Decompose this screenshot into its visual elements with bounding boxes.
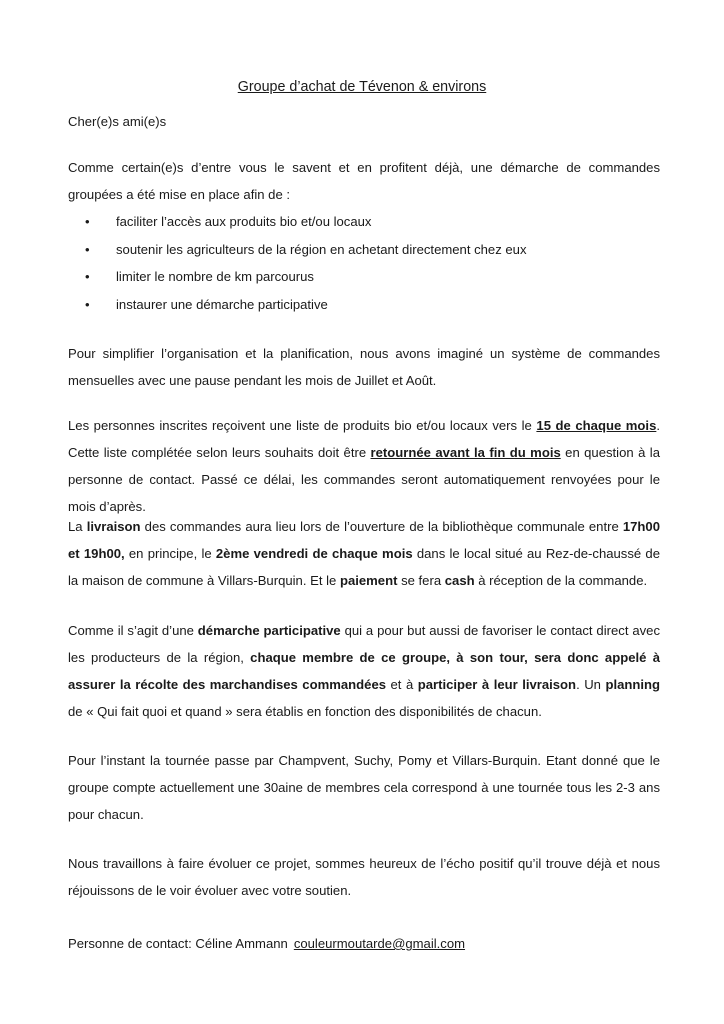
contact-line <box>68 930 660 957</box>
route-paragraph: Pour l’instant la tournée passe par Champvent, Suchy, Pomy et Villars-Burquin. Etant donné que le groupe compte actuellement une 30aine de membres cela correspond à une tournée tous les 2-3 ans pour chacun. <box>68 753 660 822</box>
list-item: • instaurer une démarche participative <box>68 291 648 319</box>
deadline-date: 15 de chaque mois <box>536 418 657 433</box>
ordering-paragraph: Les personnes inscrites reçoivent une liste de produits bio et/ou locaux vers le 15 de chaque mois. Cette liste complétée selon leurs souhaits doit être retournée avant la fin du mois en question à la personne de contact. Passé ce délai, les commandes seront automatiquement renvoyées pour le mois d’après. <box>68 418 660 514</box>
delivery-paragraph: La livraison des commandes aura lieu lors de l’ouverture de la bibliothèque communale entre 17h00 et 19h00, en principe, le 2ème vendredi de chaque mois dans le local situé au Rez-de-chaussé de la maison de commune à Villars-Burquin. Et le paiement se fera cash à réception de la commande. <box>68 519 660 588</box>
contact-label: Personne de contact: Céline Ammann <box>68 936 288 951</box>
bullet-icon: • <box>85 296 90 312</box>
return-deadline: retournée avant la fin du mois <box>370 445 561 460</box>
list-item: • limiter le nombre de km parcourus <box>68 263 648 291</box>
bullet-icon: • <box>85 214 90 229</box>
list-item: • soutenir les agriculteurs de la région en achetant directement chez eux <box>68 236 648 264</box>
goals-list <box>68 208 648 318</box>
contact-email-link[interactable]: couleurmoutarde@gmail.com <box>293 936 466 951</box>
closing-paragraph: Nous travaillons à faire évoluer ce projet, sommes heureux de l’écho positif qu’il trouve déjà et nous réjouissons de le voir évoluer avec votre soutien. <box>68 856 660 898</box>
participation-paragraph: Comme il s’agit d’une démarche participative qui a pour but aussi de favoriser le contact direct avec les producteurs de la région, chaque membre de ce groupe, à son tour, sera donc appelé à assurer la récolte des marchandises commandées et à participer à leur livraison. Un planning de « Qui fait quoi et quand » sera établis en fonction des disponibilités de chacun. <box>68 623 661 719</box>
greeting: Cher(e)s ami(e)s <box>68 114 167 129</box>
intro-paragraph: Comme certain(e)s d’entre vous le savent et en profitent déjà, une démarche de commandes groupées a été mise en place afin de : <box>68 160 660 202</box>
document-title: Groupe d’achat de Tévenon & environs <box>237 79 487 95</box>
list-item: • faciliter l’accès aux produits bio et/ou locaux <box>68 208 648 236</box>
organisation-paragraph: Pour simplifier l’organisation et la planification, nous avons imaginé un système de commandes mensuelles avec une pause pendant les mois de Juillet et Août. <box>68 346 660 388</box>
bullet-icon: • <box>85 241 90 257</box>
bullet-icon: • <box>85 269 90 284</box>
